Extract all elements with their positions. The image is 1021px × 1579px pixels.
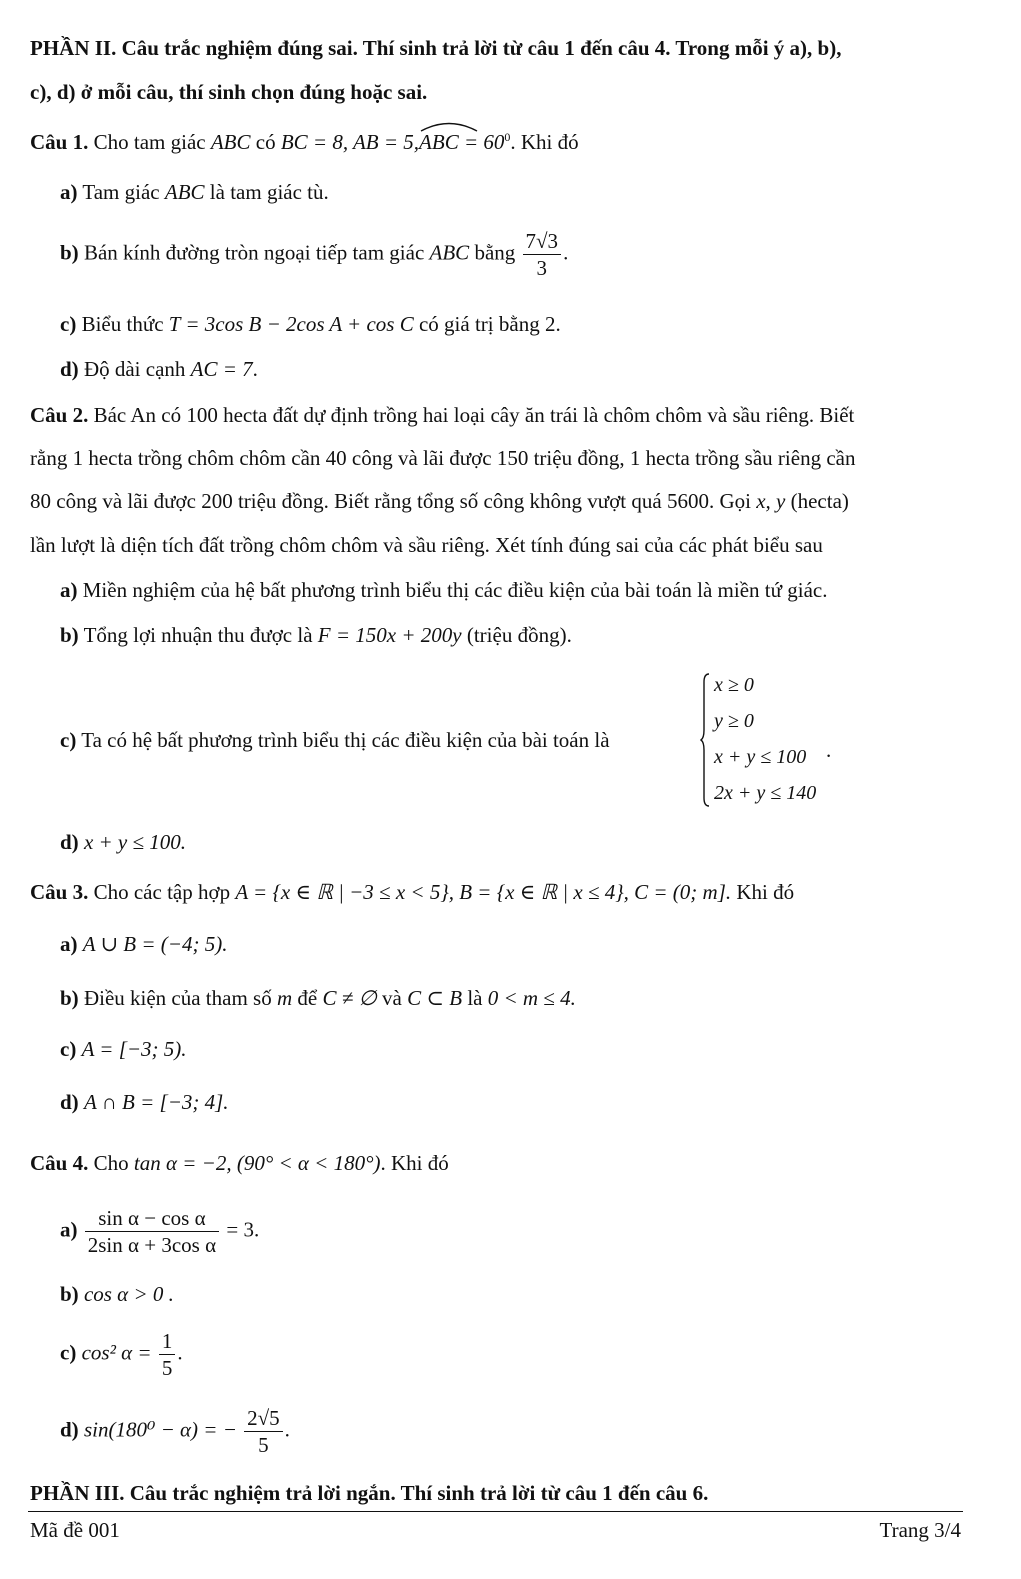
q3-label: Câu 3. — [30, 880, 89, 904]
q1-angle-value: = 60 — [463, 130, 505, 154]
q1-option-c: c) Biểu thức T = 3cos B − 2cos A + cos C có giá trị bằng 2. — [60, 312, 561, 336]
q1-stem: Câu 1. Cho tam giác ABC có BC = 8, AB = 5, ABC = $60^0$. Khi đó — [30, 130, 579, 155]
q2-stem-line1: Câu 2. Bác An có 100 hecta đất dự định trồng hai loại cây ăn trái là chôm chôm và sầu riêng. Biết — [30, 403, 855, 427]
part2-heading-line1: PHẦN II. Câu trắc nghiệm đúng sai. Thí sinh trả lời từ câu 1 đến câu 4. Trong mỗi ý a), b), — [30, 36, 842, 60]
q1-angle: ABC — [419, 130, 459, 155]
q3-option-a: a) A ∪ B = (−4; 5). — [60, 932, 228, 956]
q4-label: Câu 4. — [30, 1151, 89, 1175]
q2-option-c: c) Ta có hệ bất phương trình biểu thị các điều kiện của bài toán là — [60, 728, 610, 752]
q3-option-d: d) A ∩ B = [−3; 4]. — [60, 1090, 229, 1114]
q2-label: Câu 2. — [30, 403, 89, 427]
footer-divider — [28, 1511, 963, 1512]
footer-exam-code: Mã đề 001 — [30, 1518, 120, 1542]
q3-stem: Câu 3. Cho các tập hợp A = {x ∈ ℝ | −3 ≤ x < 5}, B = {x ∈ ℝ | x ≤ 4}, C = (0; m]. Khi đó — [30, 880, 795, 904]
q2-option-d: d) x + y ≤ 100. — [60, 830, 187, 854]
system-row-2: y ≥ 0 — [714, 710, 754, 732]
q3-option-c: c) A = [−3; 5). — [60, 1037, 187, 1061]
q2-stem-line3: 80 công và lãi được 200 triệu đồng. Biết rằng tổng số công không vượt quá 5600. Gọi x, y (hecta) — [30, 489, 849, 513]
part2-heading-line2: c), d) ở mỗi câu, thí sinh chọn đúng hoặc sai. — [30, 80, 428, 104]
left-brace-icon — [700, 672, 710, 808]
part3-heading: PHẦN III. Câu trắc nghiệm trả lời ngắn. Thí sinh trả lời từ câu 1 đến câu 6. — [30, 1481, 709, 1505]
q2-stem-line4: lần lượt là diện tích đất trồng chôm chôm và sầu riêng. Xét tính đúng sai của các phát biểu sau — [30, 533, 823, 557]
q1-option-b: b) Bán kính đường tròn ngoại tiếp tam giác ABC bằng $\frac{7√3}{3}$ . — [60, 229, 569, 281]
q1-label: Câu 1. — [30, 130, 89, 154]
system-row-1: x ≥ 0 — [714, 674, 754, 696]
q1-option-d: d) Độ dài cạnh AC = 7. — [60, 357, 258, 381]
q1-triangle: ABC — [210, 130, 251, 154]
q1-stem-text: Cho tam giác — [93, 130, 206, 154]
q2-c-period: . — [826, 738, 832, 762]
q1-stem-mid: có — [255, 130, 276, 154]
q4-a-fraction: $\frac{\text{sin α − cos α}}{\text{2sin α + 3cos α}}$ — [85, 1205, 219, 1259]
q4-option-a: a) $\frac{\text{sin α − cos α}}{\text{2sin α + 3cos α}}$ = 3. — [60, 1206, 260, 1258]
q2-option-b: b) Tổng lợi nhuận thu được là F = 150x + 200y (triệu đồng). — [60, 623, 572, 647]
q2-stem-line2: rằng 1 hecta trồng chôm chôm cần 40 công và lãi được 150 triệu đồng, 1 hecta trồng sầu riêng cần — [30, 446, 856, 470]
footer-page-number: Trang 3/4 — [879, 1518, 961, 1542]
system-row-4: 2x + y ≤ 140 — [714, 782, 817, 804]
q4-option-b: b) cos α > 0 . — [60, 1282, 174, 1306]
q1-option-a: a) Tam giác ABC là tam giác tù. — [60, 180, 329, 204]
q4-stem: Câu 4. Cho tan α = −2, (90° < α < 180°). Khi đó — [30, 1151, 449, 1175]
q1-sides: BC = 8, AB = 5, — [280, 130, 420, 154]
q4-c-fraction: $\frac{1}{5}$ — [159, 1328, 176, 1382]
q2-option-a: a) Miền nghiệm của hệ bất phương trình biểu thị các điều kiện của bài toán là miền tứ giác. — [60, 578, 828, 602]
q1-b-fraction: $\frac{7√3}{3}$ — [523, 228, 562, 282]
q4-option-d: d) sin(180⁰ − α) = − $\frac{2√5}{5}$ . — [60, 1406, 290, 1458]
q4-d-fraction: $\frac{2√5}{5}$ — [244, 1405, 283, 1459]
system-row-3: x + y ≤ 100 — [714, 746, 807, 768]
q4-option-c: c) cos² α = $\frac{1}{5}$ . — [60, 1329, 183, 1381]
q3-option-b: b) Điều kiện của tham số m để C ≠ ∅ và C ⊂ B là 0 < m ≤ 4. — [60, 986, 576, 1010]
